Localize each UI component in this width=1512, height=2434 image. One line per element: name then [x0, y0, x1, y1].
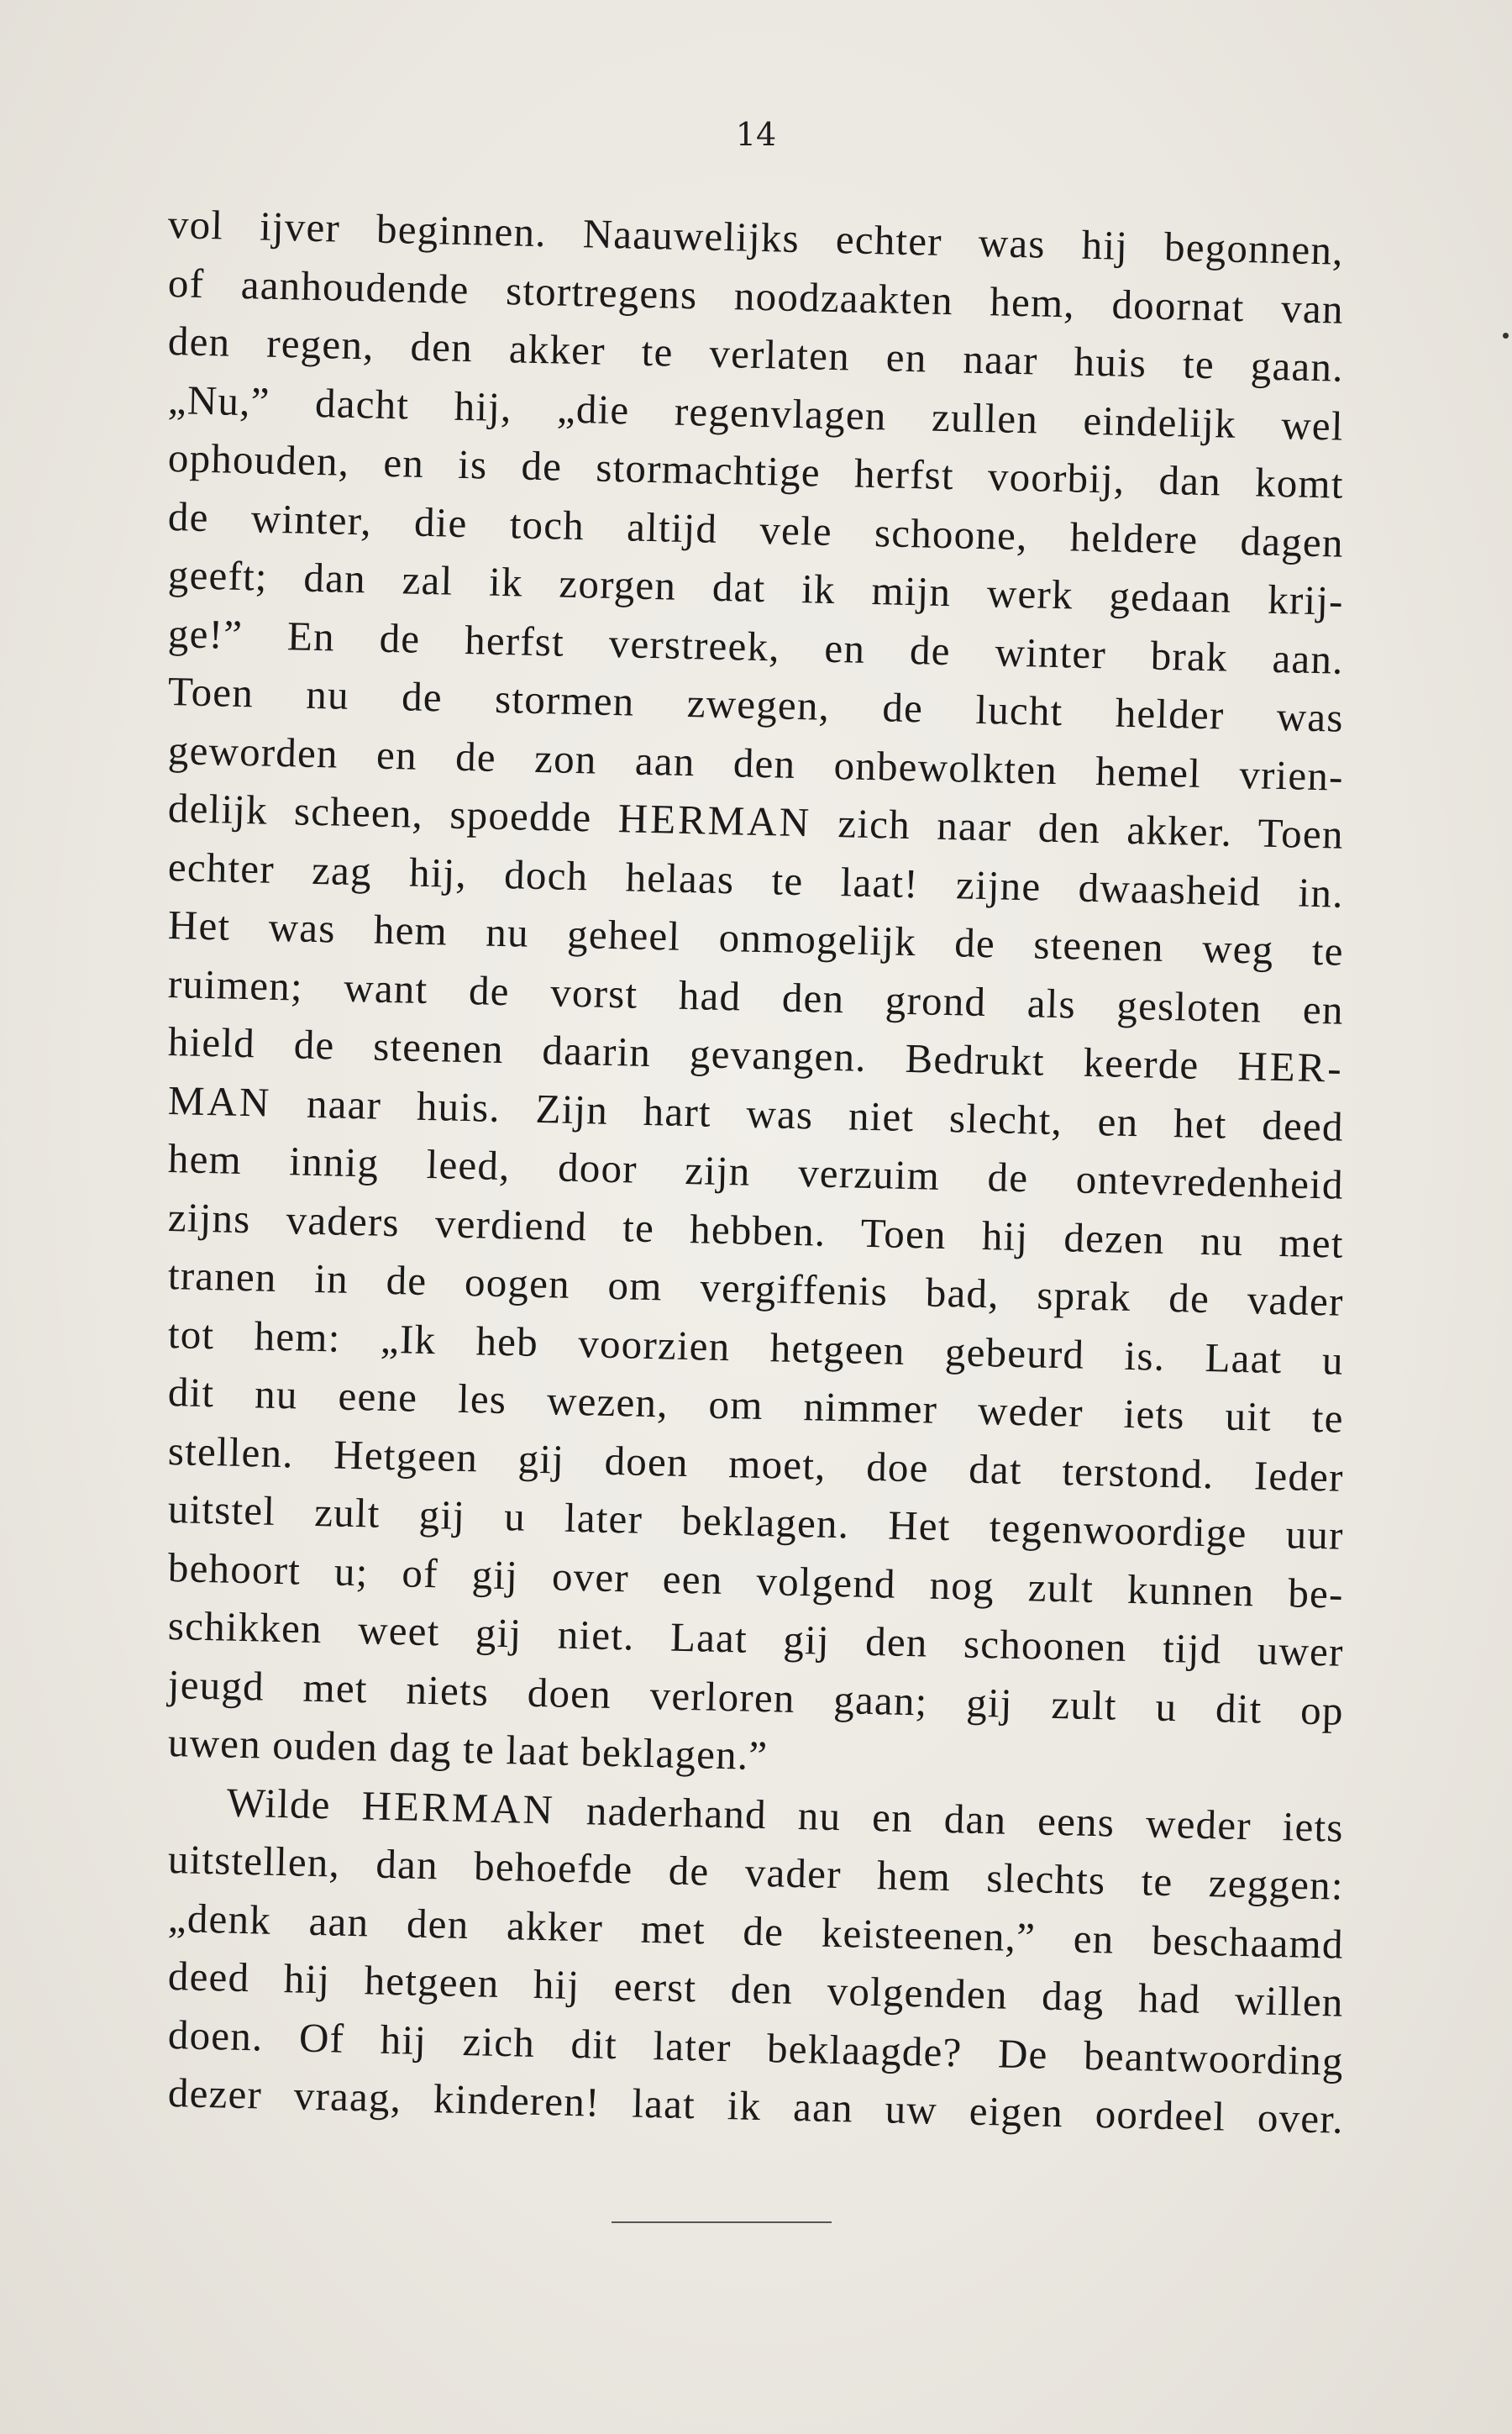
text-line: delijk scheen, spoedde HERMAN zich naar den akker. Toen — [167, 785, 1345, 858]
name-herman-part: MAN — [167, 1076, 272, 1126]
text-line: ge!” En de herfst verstreek, en de winter brak aan. — [167, 609, 1345, 683]
text-line: behoort u; of gij over een volgend nog zult kunnen be- — [167, 1543, 1345, 1617]
text-line: ophouden, en is de stormachtige herfst voorbij, dan komt — [167, 434, 1345, 507]
text-line: uwen ouden dag te laat beklagen.” — [167, 1719, 769, 1780]
text-line: tranen in de oogen om vergiffenis bad, sprak de vader — [167, 1252, 1345, 1325]
text-line: echter zag hij, doch helaas te laat! zijne dwaasheid in. — [167, 843, 1345, 917]
text-line: doen. Of hij zich dit later beklaagde? De beantwoording — [167, 2011, 1345, 2084]
end-rule — [612, 2221, 832, 2223]
text-line: de winter, die toch altijd vele schoone, heldere dagen — [167, 492, 1345, 566]
text-line: den regen, den akker te verlaten en naar huis te gaan. — [167, 318, 1345, 391]
text-line: „Nu,” dacht hij, „die regenvlagen zullen eindelijk wel — [167, 376, 1345, 449]
body-text — [167, 195, 1345, 2142]
text-line: Het was hem nu geheel onmogelijk de steenen weg te — [167, 902, 1345, 975]
name-herman: HERMAN — [361, 1781, 556, 1832]
text-line: stellen. Hetgeen gij doen moet, doe dat terstond. Ieder — [167, 1427, 1345, 1501]
text-line: dezer vraag, kinderen! laat ik aan uw eigen oordeel over. — [167, 2069, 1345, 2142]
text-line: ruimen; want de vorst had den grond als gesloten en — [167, 959, 1345, 1033]
page-number: 14 — [735, 116, 777, 153]
text-line: uitstellen, dan behoefde de vader hem slechts te zeggen: — [167, 1836, 1345, 1909]
text-line: hem innig leed, door zijn verzuim de ontevredenheid — [167, 1135, 1345, 1208]
text-line: geeft; dan zal ik zorgen dat ik mijn werk gedaan krij- — [167, 551, 1345, 624]
name-herman: HERMAN — [617, 795, 812, 846]
text-line: Toen nu de stormen zwegen, de lucht helder was — [167, 668, 1345, 741]
text-line: „denk aan den akker met de keisteenen,” en beschaamd — [167, 1894, 1345, 1968]
text-line: uitstel zult gij u later beklagen. Het tegenwoordige uur — [167, 1485, 1345, 1559]
text-line: schikken weet gij niet. Laat gij den schoonen tijd uwer — [167, 1602, 1345, 1675]
text-line: Wilde HERMAN naderhand nu en dan eens weder iets — [226, 1779, 1345, 1851]
text-line: tot hem: „Ik heb voorzien hetgeen gebeurd is. Laat u — [167, 1310, 1345, 1384]
print-speck — [1503, 333, 1509, 339]
text-line: hield de steenen daarin gevangen. Bedrukt keerde HER- — [167, 1018, 1345, 1091]
text-line: zijns vaders verdiend te hebben. Toen hij dezen nu met — [167, 1193, 1345, 1267]
name-herman-part: HER- — [1236, 1042, 1345, 1091]
text-line: jeugd met niets doen verloren gaan; gij zult u dit op — [167, 1660, 1345, 1734]
text-line: of aanhoudende stortregens noodzaakten hem, doornat van — [167, 259, 1345, 333]
text-line: vol ijver beginnen. Naauwelijks echter was hij begonnen, — [167, 201, 1345, 274]
text-line: dit nu eene les wezen, om nimmer weder iets uit te — [167, 1369, 1345, 1442]
text-line: geworden en de zon aan den onbewolkten hemel vrien- — [167, 726, 1345, 800]
text-line: MAN naar huis. Zijn hart was niet slecht, en het deed — [167, 1076, 1345, 1150]
text-line: deed hij hetgeen hij eerst den volgenden dag had willen — [167, 1953, 1345, 2026]
